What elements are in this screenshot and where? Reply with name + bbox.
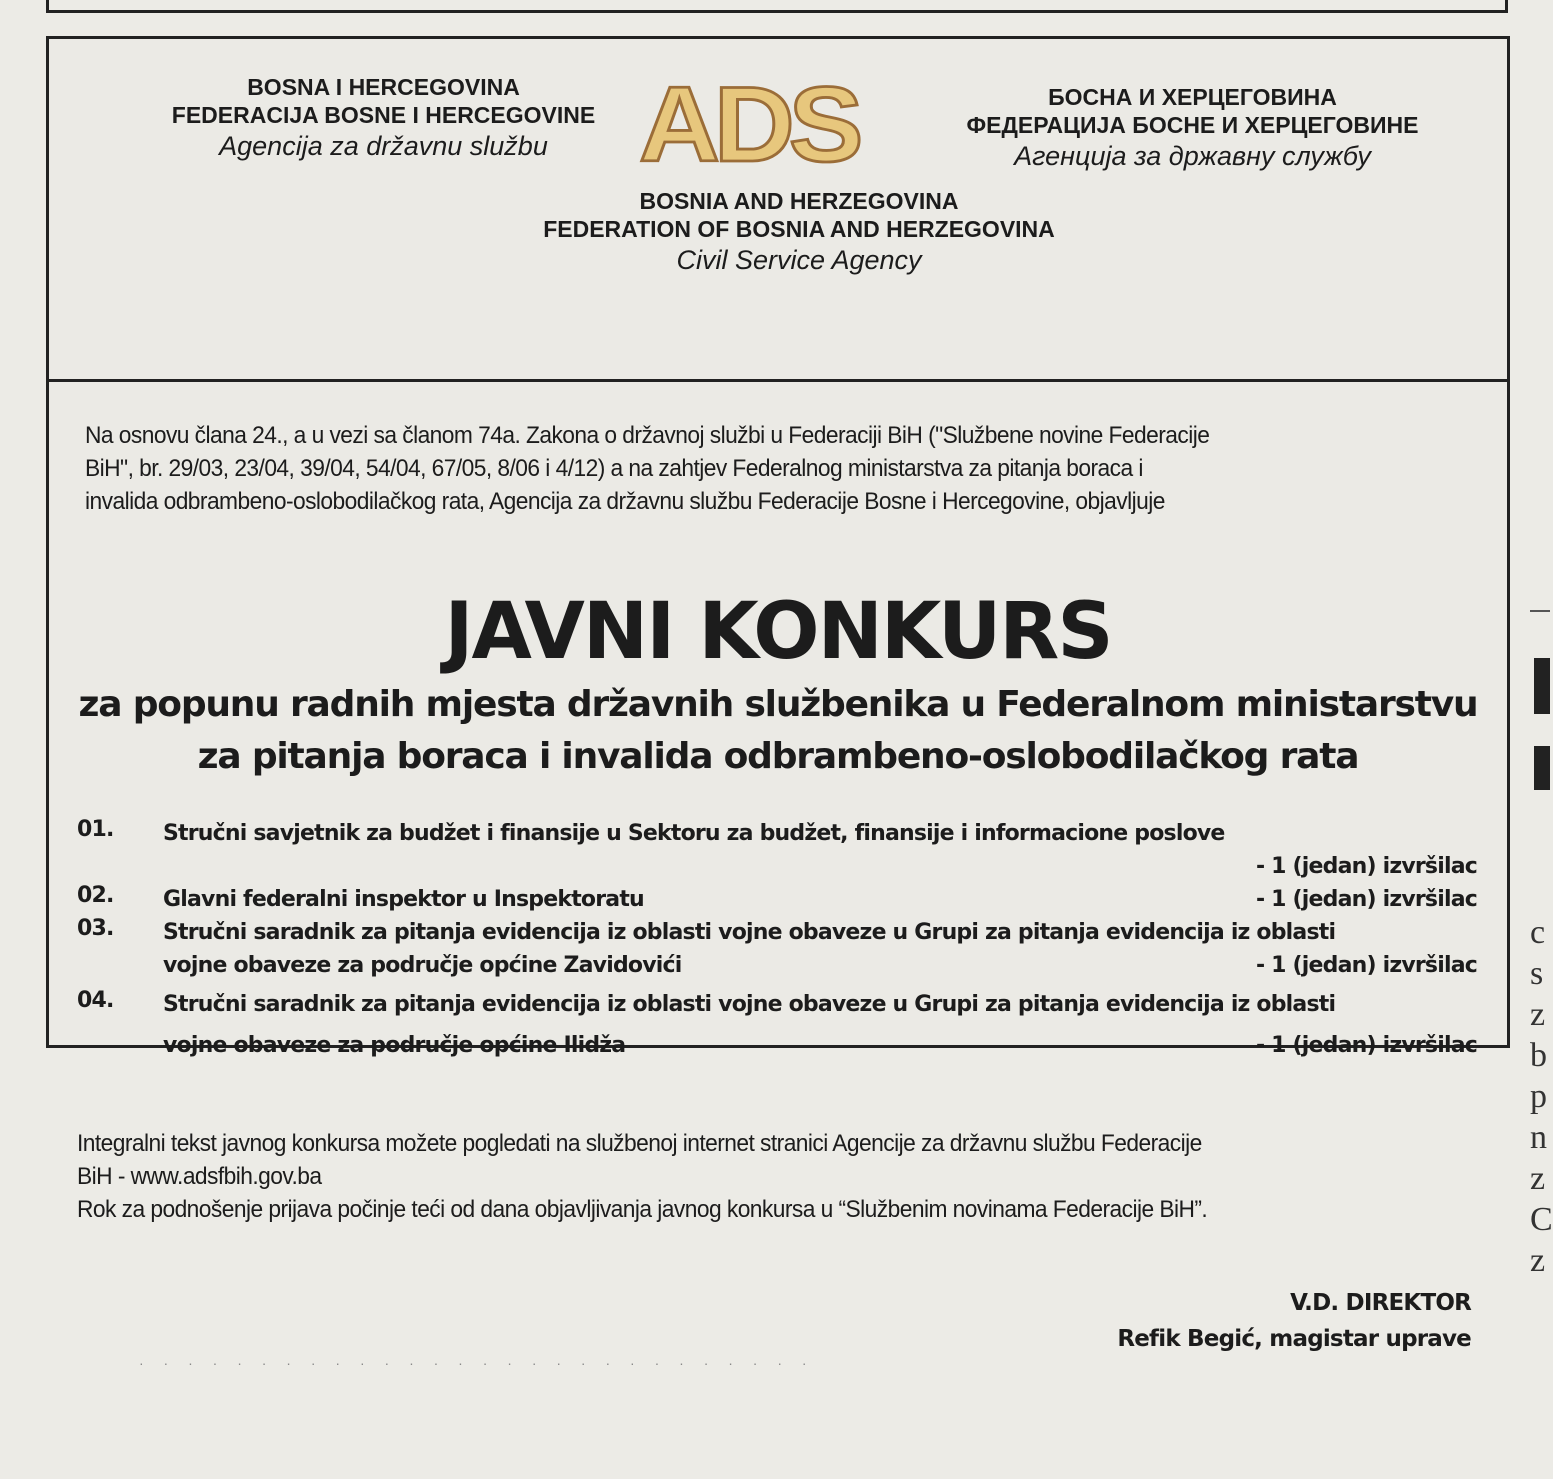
adjacent-letter: z [1530,1242,1546,1279]
adjacent-column-fragment [1530,650,1550,830]
position-executors: - 1 (jedan) izvršilac [1255,953,1477,978]
header-bosnian-federation: FEDERACIJA BOSNE I HERCEGOVINE [171,102,596,128]
position-executors: - 1 (jedan) izvršilac [1255,887,1477,912]
position-executors: - 1 (jedan) izvršilac [1255,1033,1477,1058]
adjacent-letter: z [1530,996,1546,1033]
adjacent-letter: p [1530,1078,1547,1115]
position-title: Stručni savjetnik za budžet i finansije u Sektoru za budžet, finansije i informacione poslove [163,821,1225,846]
job-advertisement [46,36,1510,1371]
footer-paragraph [77,1127,1388,1226]
page-title: JAVNI KONKURS [444,587,1112,677]
adjacent-letter: c [1530,914,1546,951]
adjacent-letter: n [1530,1119,1547,1156]
position-title: Stručni saradnik za pitanja evidencija iz oblasti vojne obaveze u Grupi za pitanja evidencija iz oblasti [163,920,1336,945]
signature-block [1117,1285,1471,1357]
subtitle [49,679,1507,783]
adjacent-letter: s [1530,955,1544,992]
position-number: 01. [77,817,114,842]
signature-name: Refik Begić, magistar uprave [1117,1326,1471,1352]
intro-line: invalida odbrambeno-oslobodilačkog rata, Agencija za državnu službu Federacije Bosne i Hercegovine, objavljuje [85,488,1165,515]
header-divider [49,379,1507,382]
position-title-continued: vojne obaveze za područje općine Ilidža [163,1033,626,1058]
position-item [77,883,1477,916]
adjacent-letter: b [1530,1037,1547,1074]
adjacent-rule [1530,610,1550,612]
footer-line: Rok za podnošenje prijava počinje teći od dana objavljivanja javnog konkursa u “Službenim novinama Federacije BiH”. [77,1196,1208,1223]
header-bosnian-agency: Agencija za državnu službu [219,131,548,161]
header-cyrillic [925,83,1460,173]
decorative-dots: · · · · · · · · · · · · · · · · · · · · · · · · · · · · [139,1355,815,1371]
position-number: 04. [77,988,114,1013]
previous-ad-frame [46,0,1508,13]
footer-website: BiH - www.adsfbih.gov.ba [77,1163,322,1190]
position-number: 03. [77,916,114,941]
header-english-country: BOSNIA AND HERZEGOVINA [639,188,959,214]
adjacent-column-text [1530,912,1553,1281]
footer-line: Integralni tekst javnog konkursa možete pogledati na službenoj internet stranici Agencije za državnu službu Federacije [77,1130,1202,1157]
header-english-agency: Civil Service Agency [676,245,922,275]
header-english-federation: FEDERATION OF BOSNIA AND HERZEGOVINA [543,216,1055,242]
intro-paragraph [85,419,1387,518]
position-item [77,817,1477,883]
signature-title: V.D. DIREKTOR [1290,1290,1471,1316]
header-cyrillic-country: БОСНА И ХЕРЦЕГОВИНА [1048,84,1337,110]
header-bosnian [131,73,636,163]
ads-logo: ADS [639,65,858,184]
adjacent-letter: C [1530,1201,1553,1238]
intro-line: BiH", br. 29/03, 23/04, 39/04, 54/04, 67/05, 8/06 i 4/12) a na zahtjev Federalnog ministarstva za pitanja boraca i [85,455,1143,482]
header-cyrillic-federation: ФЕДЕРАЦИЈА БОСНЕ И ХЕРЦЕГОВИНЕ [966,112,1419,138]
header-cyrillic-agency: Агенција за државну службу [1014,141,1371,171]
position-title: Stručni saradnik za pitanja evidencija iz oblasti vojne obaveze u Grupi za pitanja evidencija iz oblasti [163,992,1336,1017]
adjacent-letter: z [1530,1160,1546,1197]
intro-line: Na osnovu člana 24., a u vezi sa članom 74a. Zakona o državnoj službi u Federaciji BiH ("Službene novine Federacije [85,422,1210,449]
subtitle-line: za popunu radnih mjesta državnih službenika u Federalnom ministarstvu [78,684,1478,725]
adjacent-heading-fragment [1534,746,1550,790]
position-title-continued: vojne obaveze za područje općine Zavidovići [163,953,682,978]
subtitle-line: za pitanja boraca i invalida odbrambeno-oslobodilačkog rata [197,736,1359,777]
position-executors: - 1 (jedan) izvršilac [1255,854,1477,879]
header-english [479,187,1119,277]
header-bosnian-country: BOSNA I HERCEGOVINA [247,74,520,100]
position-number: 02. [77,883,114,908]
adjacent-heading-fragment [1534,658,1550,714]
position-list [77,817,1477,1062]
position-title: Glavni federalni inspektor u Inspektoratu [163,887,644,912]
position-item [77,916,1477,982]
position-item [77,988,1477,1062]
